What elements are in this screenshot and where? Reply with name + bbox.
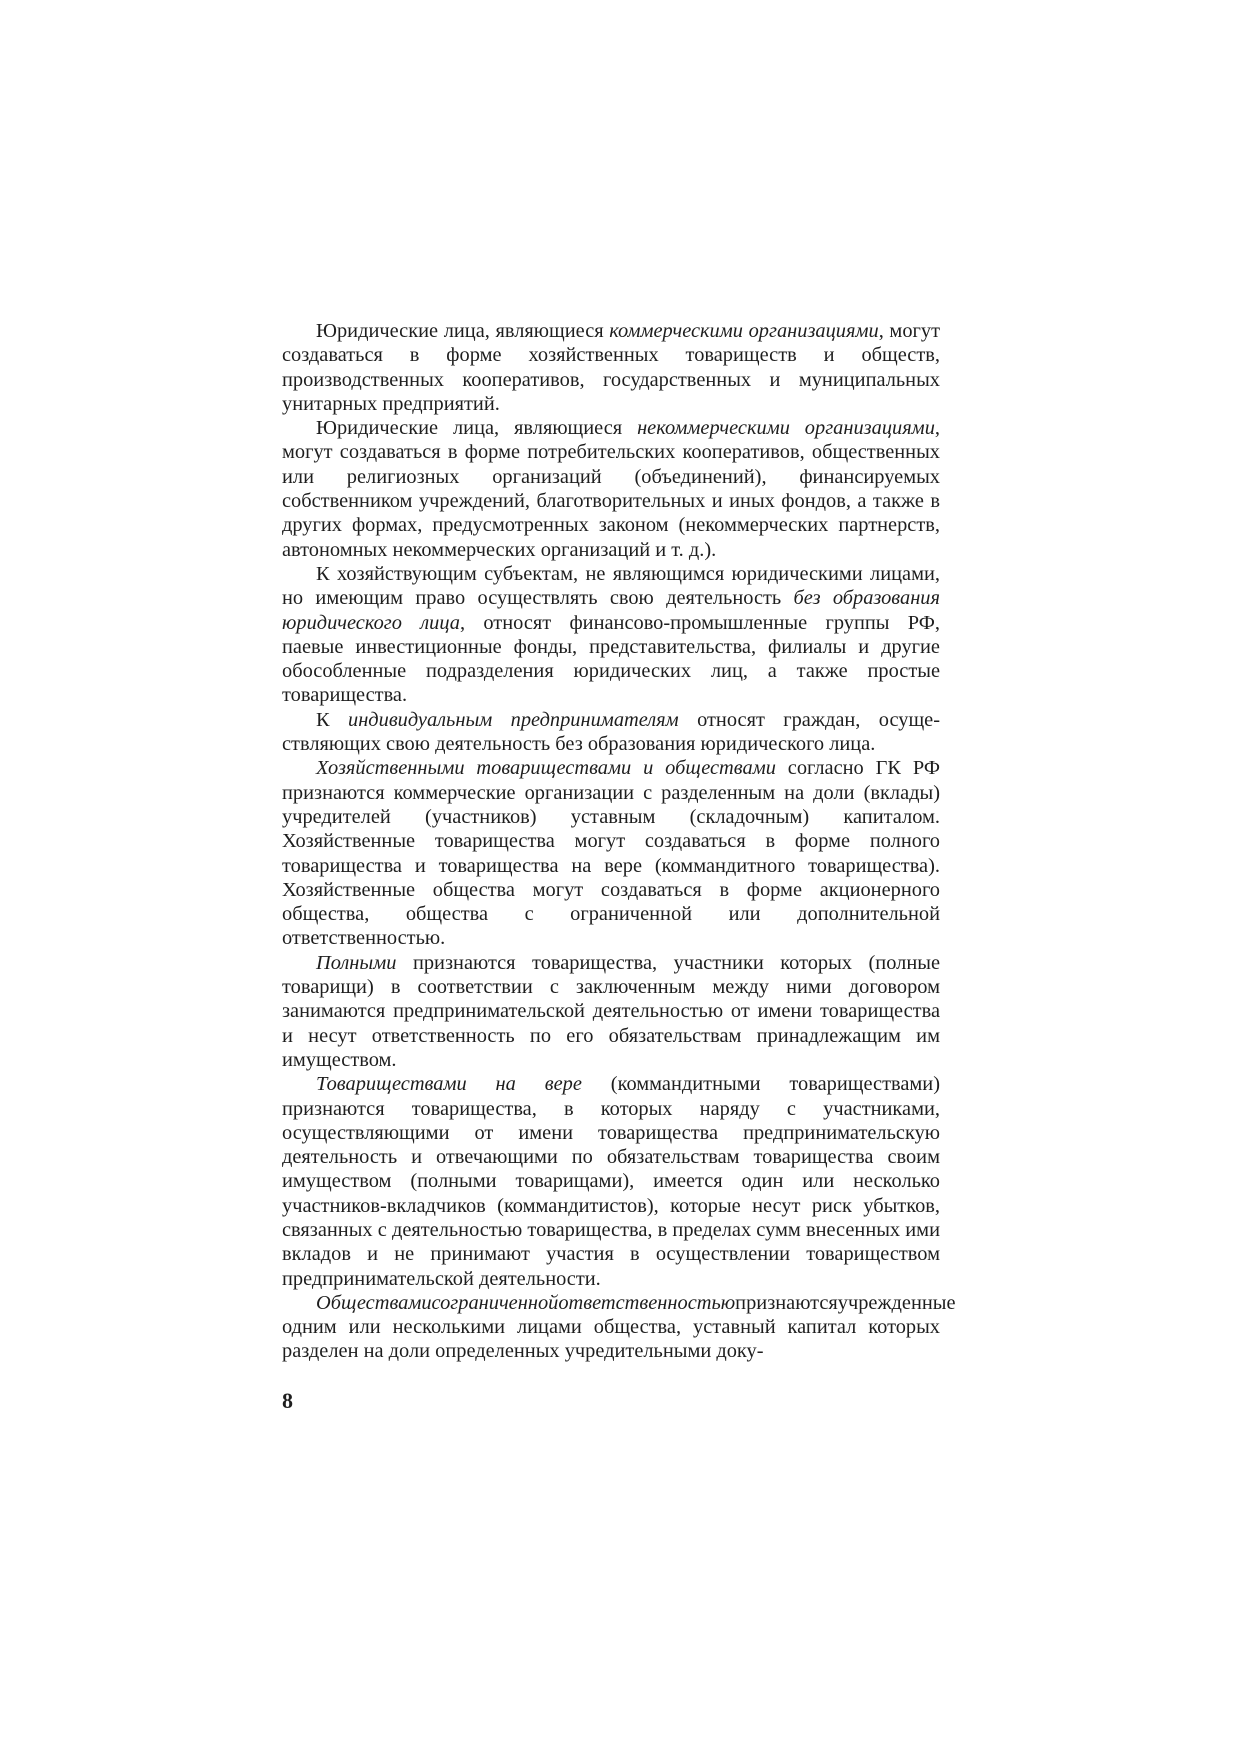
page-number: 8 [282, 1388, 293, 1413]
paragraph-llc: Обществамисограниченнойответственностьюпризнаютсяучрежденные одним или несколькими лицами общества, уставный капитал которых разделен на доли определенных учредительными доку- [282, 1291, 956, 1363]
paragraph-noncommercial-organizations: Юридические лица, являющиеся некоммерческими организациями, могут создаваться в форме потребительских кооперативов, общественных или религиозных организаций (объединений), финансируемых собственником учреждений, благотворительных и иных фондов, а также в других формах, предусмотренных законом (некоммерческих партнерств, автономных некоммерческих организаций и т. д.). [282, 417, 940, 561]
paragraph-business-partnerships: Хозяйственными товариществами и обществами согласно ГК РФ признаются коммерческие организации с разделенным на доли (вклады) учредителей (участников) уставным (складочным) капиталом. Хозяйственные товарищества могут создаваться в форме полного товарищества и товарищества на вере (коммандитного товарищества). Хозяйственные общества могут создаваться в форме акционерного общества, общества с ограниченной или дополнительной ответственностью. [282, 757, 940, 950]
paragraph-commercial-organizations: Юридические лица, являющиеся коммерческими организациями, могут создаваться в форме хозяйственных товариществ и обществ, производственных кооперативов, государственных и муниципальных унитарных предприятий. [282, 320, 940, 415]
body-text [282, 319, 956, 1364]
paragraph-non-legal-entities: К хозяйствующим субъектам, не являющимся юридическими лицами, но имеющим право осуществлять свою деятельность без образования юридического лица, относят финансово-промышленные группы РФ, паевые инвестиционные фонды, представительства, филиалы и другие обособленные подразделения юридических лиц, а также простые товарищества. [282, 562, 940, 707]
paragraph-individual-entrepreneurs: К индивидуальным предпринимателям относят граждан, осуществляющих свою деятельность без образования юридического лица. [282, 708, 940, 756]
paragraph-full-partnerships: Полными признаются товарищества, участники которых (полные товарищи) в соответствии с заключенным между ними договором занимаются предпринимательской деятельностью от имени товарищества и несут ответственность по его обязательствам принадлежащим им имуществом. [282, 951, 940, 1071]
paragraph-limited-partnerships: Товариществами на вере (коммандитными товариществами) признаются товарищества, в которых наряду с участниками, осуществляющими от имени товарищества предпринимательскую деятельность и отвечающими по обязательствам товарищества своим имуществом (полными товарищами), имеется один или несколько участников-вкладчиков (коммандитистов), которые несут риск убытков, связанных с деятельностью товарищества, в пределах сумм внесенных ими вкладов и не принимают участия в осуществлении товариществом предпринимательской деятельности. [282, 1073, 940, 1290]
